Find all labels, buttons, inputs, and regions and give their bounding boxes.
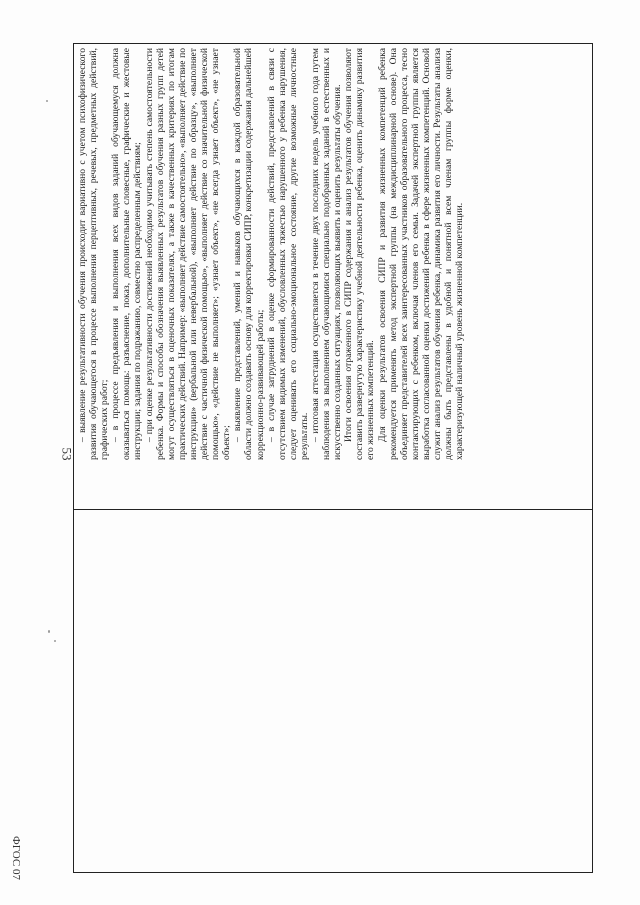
scan-speck xyxy=(54,640,56,642)
paragraph: Для оценки результатов освоения СИПР и развития жизненных компетенций ребенка рекомендуется применять метод экспертной группы (на междисциплинарной основе). Она объединяет представителей всех заинтересованных участников образовательного процесса, тесно контактирующих с ребенком, включая членов его семьи. Задачей экспертной группы является выработка согласованной оценки достижений ребенка в сфере жизненных компетенций. Основой служит анализ результатов обучения ребенка, динамика развития его личности. Результаты анализа должны быть представлены в удобной и понятной всем членам группы форме оценки, характеризующей наличный уровень жизненной компетенции. xyxy=(376,48,466,460)
document-code: ФГОС 07 xyxy=(10,836,22,880)
page-number: 53 xyxy=(59,447,75,461)
paragraph: – в случае затруднений в оценке сформированности действий, представлений в связи с отсутствием видимых изменений, обусловленных тяжестью нарушенного у ребенка нарушения, следует оценивать его социально-эмоциональное состояние, другие возможные личностные результаты. xyxy=(265,48,310,460)
table-text-cell xyxy=(75,44,593,464)
paragraph: – итоговая аттестация осуществляется в течение двух последних недель учебного года путем наблюдения за выполнением обучающимися специально подобранных заданий в естественных и искусственно созданных ситуациях, позволяющих выявить и оценить результаты обучения. xyxy=(309,48,344,460)
paragraph: – в процессе предъявления и выполнения всех видов заданий обучающемуся должна оказываться помощь: разъяснение, показ, дополнительные словесные, графические и жестовые инструкции; задания по подражанию, совместно распределенным действиям; xyxy=(110,48,144,460)
table-empty-cell xyxy=(74,510,592,873)
paragraph: – выявление результативности обучения происходит вариативно с учетом психофизического развития обучающегося в процессе выполнения перцептивных, речевых, предметных действий, графических работ; xyxy=(77,48,111,460)
paragraph: – при оценке результативности достижений необходимо учитывать степень самостоятельности ребенка. Формы и способы обозначения выявленных результатов обучения разных групп детей могут осуществляться в оценочных показателях, а также в качественных критериях по итогам практических действий. Например: «выполняет действие самостоятельно», «выполняет действие по инструкции» (вербальной или невербальной), «выполняет действие по образцу», «выполняет действие с частичной физической помощью», «выполняет действие со значительной физической помощью», «действие не выполняет»; «узнает объект», «не всегда узнает объект», «не узнает объект»; xyxy=(143,48,233,460)
scan-speck xyxy=(48,630,50,633)
paragraph: – выявление представлений, умений и навыков обучающихся в каждой образовательной области должно создавать основу для корректировки СИПР, конкретизации содержания дальнейшей коррекционно-развивающей работы; xyxy=(232,48,266,460)
scan-speck xyxy=(46,100,48,102)
paragraph: Итоги освоения отраженного в СИПР содержания и анализ результатов обучения позволяют составить развернутую характеристику учебной деятельности ребенка, оценить динамику развития его жизненных компетенций. xyxy=(343,48,377,460)
